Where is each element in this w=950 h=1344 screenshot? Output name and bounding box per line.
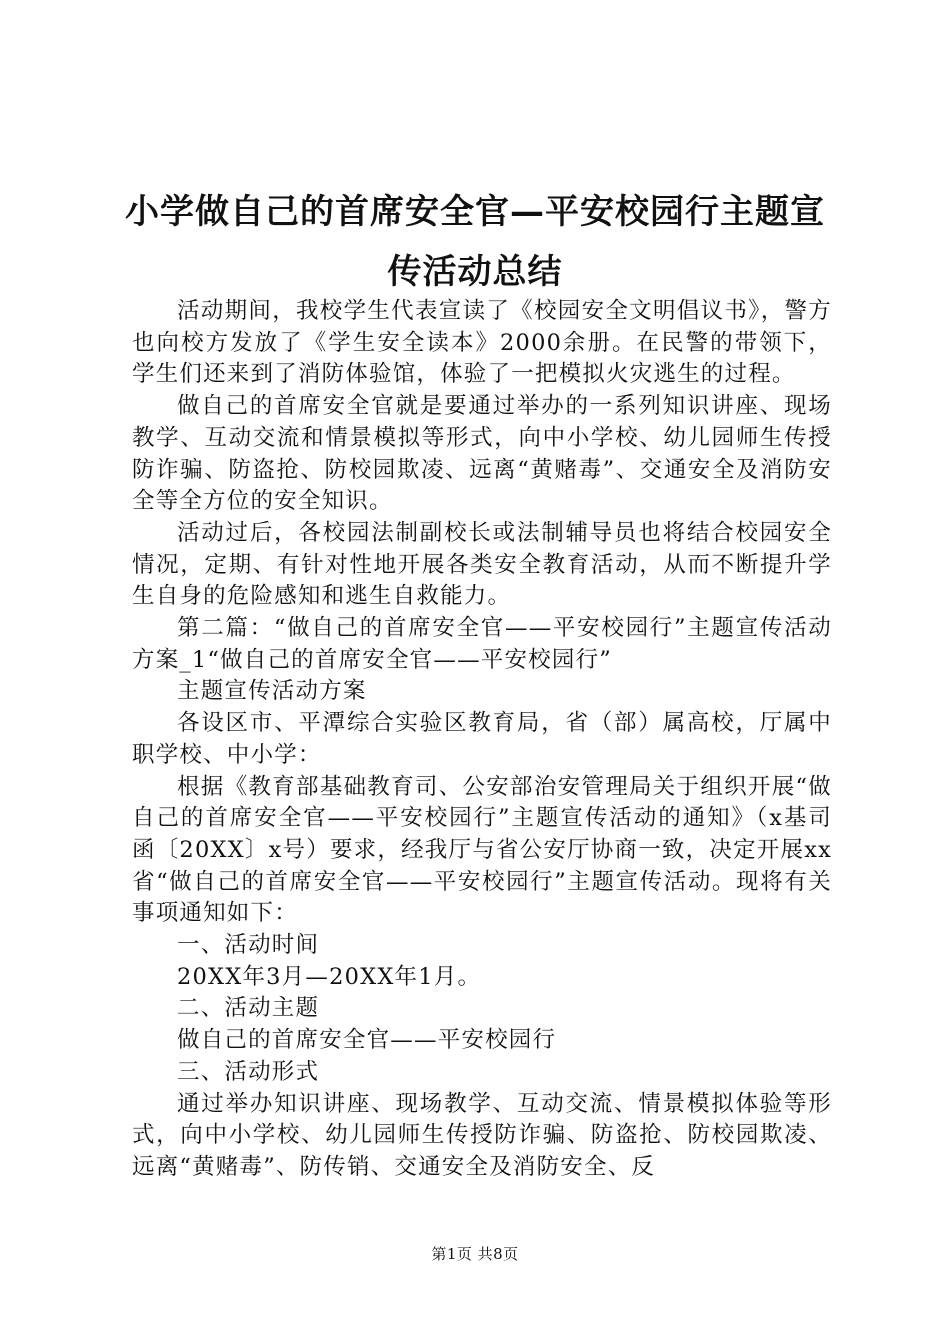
page-number-footer: 第1页 共8页 (431, 1245, 519, 1263)
paragraph: 20XX年3月—20XX年1月。 (177, 963, 482, 990)
section-heading: 三、活动形式 (177, 1058, 320, 1085)
paragraph: 活动过后，各校园法制副校长或法制辅导员也将结合校园安全情况，定期、有针对性地开展各类安全教育活动，从而不断提升学生自身的危险感知和逃生自救能力。 (132, 519, 832, 610)
document-body (132, 296, 832, 1184)
section-heading: 二、活动主题 (177, 995, 320, 1022)
paragraph: 主题宣传活动方案 (177, 678, 367, 705)
paragraph: 各设区市、平潭综合实验区教育局，省（部）属高校，厅属中职学校、中小学： (132, 710, 832, 768)
paragraph: 通过举办知识讲座、现场教学、互动交流、情景模拟体验等形式，向中小学校、幼儿园师生传授防诈骗、防盗抢、防校园欺凌、远离“黄赌毒”、防传销、交通安全及消防安全、反 (132, 1090, 832, 1180)
document-title-line-1: 小学做自己的首席安全官—平安校园行主题宣 (125, 192, 825, 232)
document-title-line-2: 传活动总结 (387, 252, 563, 292)
document-title (110, 182, 840, 302)
section-heading: 一、活动时间 (177, 932, 320, 959)
paragraph: 第二篇：“做自己的首席安全官——平安校园行”主题宣传活动方案_1“做自己的首席安全官——平安校园行” (132, 615, 832, 673)
paragraph: 做自己的首席安全官就是要通过举办的一系列知识讲座、现场教学、互动交流和情景模拟等形式，向中小学校、幼儿园师生传授防诈骗、防盗抢、防校园欺凌、远离“黄赌毒”、交通安全及消防安全等全方位的安全知识。 (132, 393, 832, 515)
paragraph: 做自己的首席安全官——平安校园行 (177, 1027, 557, 1054)
paragraph: 活动期间，我校学生代表宣读了《校园安全文明倡议书》，警方也向校方发放了《学生安全读本》2000余册。在民警的带领下，学生们还来到了消防体验馆，体验了一把模拟火灾逃生的过程。 (132, 298, 832, 388)
paragraph: 根据《教育部基础教育司、公安部治安管理局关于组织开展“做自己的首席安全官——平安校园行”主题宣传活动的通知》（x基司函〔20XX〕x号）要求，经我厅与省公安厅协商一致，决定开展xx省“做自己的首席安全官——平安校园行”主题宣传活动。现将有关事项通知如下： (132, 773, 832, 927)
